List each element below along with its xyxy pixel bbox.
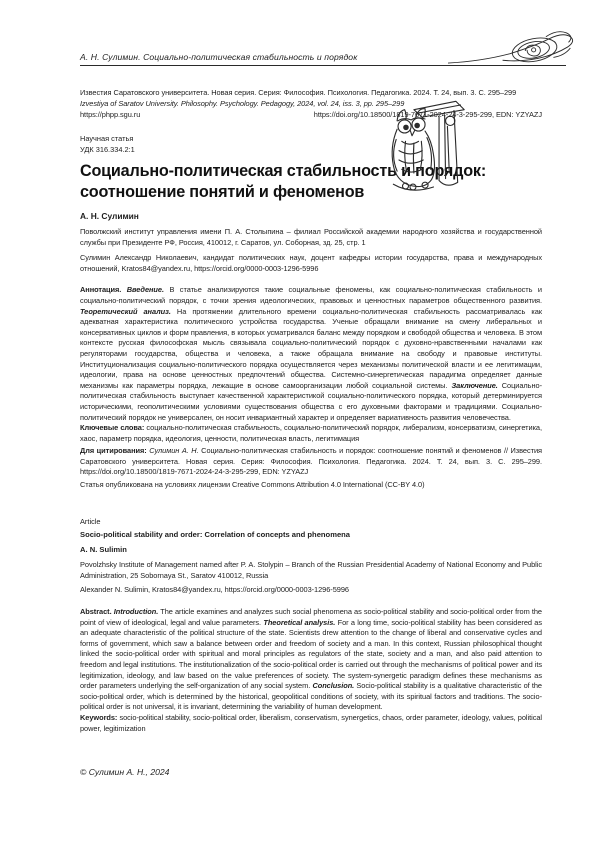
journal-imprint xyxy=(80,87,542,120)
abstract-intro-label-ru: Введение. xyxy=(126,285,164,295)
abstract-intro-label-en: Introduction. xyxy=(113,607,159,617)
running-head-text: А. Н. Сулимин. Социально-политическая стабильность и порядок xyxy=(80,52,358,62)
author-details-en: Alexander N. Sulimin, Kratos84@yandex.ru, https://orcid.org/0000-0003-1296-5996 xyxy=(80,585,349,595)
keywords-en xyxy=(80,713,542,734)
copyright-line: © Сулимин А. Н., 2024 xyxy=(80,767,170,777)
citation-label-ru: Для цитирования: xyxy=(80,446,147,456)
udc-code: УДК 316.334.2:1 xyxy=(80,145,135,154)
author-name-en: A. N. Sulimin xyxy=(80,545,127,555)
affiliation-ru: Поволжский институт управления имени П. А. Столыпина – филиал Российской академии народного хозяйства и государственной службы при Президенте РФ, Россия, 410012, г. Саратов, ул. Соборная, зд. 25, стр. 1 xyxy=(80,227,542,247)
keywords-ru xyxy=(80,423,542,444)
abstract-intro-text-en: The article examines and analyzes such social phenomena as socio-political stability and socio-political order from the point of view of ideological, legal and value parameters. xyxy=(80,607,542,627)
author-name-ru: А. Н. Сулимин xyxy=(80,211,139,221)
keywords-text-ru: социально-политическая стабильность, социально-политический порядок, либерализм, консерватизм, синергетика, хаос, параметр порядка, идеология, ценности, политическая власть, легитимация xyxy=(80,423,542,443)
article-type-en: Article xyxy=(80,516,101,526)
running-head xyxy=(80,40,566,66)
abstract-conclusion-text-ru: Социально-политическая стабильность выступает качественной характеристикой социально-политического порядка, который детерминируется историческими, геополитическими условиями существования общества с его духовными факторами и традициями. Социально-политический порядок не универсален, он носит инвариантный характер и определяет вариативность развития человечества. xyxy=(80,380,542,422)
article-meta xyxy=(80,133,542,155)
abstract-ru xyxy=(80,285,542,423)
citation-text-ru: Социально-политическая стабильность и порядок: соотношение понятий и феноменов // Известия Саратовского университета. Новая серия. Серия: Философия. Психология. Педагогика. 2024. Т. 24, вып. 3. С. 295–299. https://doi.org/10.18500/1819-7671-2024-24-3-295-299, EDN: YZYAZJ xyxy=(80,446,542,477)
article-title-en: Socio-political stability and order: Correlation of concepts and phenomena xyxy=(80,530,351,540)
abstract-theory-text-en: For a long time, socio-political stability has been considered as an adequate characteristic of the political structure of the state. Scientists drew attention to the change of liberal and conservative cycles and forms of government, which saw a balance between order and freedom of society and a man. In this context, Russian philosophical thought linked the socio-political order with spiritual and moral principles as regulators of the state, society and a man, and also paid attention to freedom and legal institutions. The institutionalization of the socio-political order is carried out through the mechanisms of political power and its legitimization, ideology, and law based on the value preferences of society. The system-synergetic paradigm defines these mechanisms as order parameters underlying the self-organization of any social system. xyxy=(80,617,542,691)
abstract-conclusion-text-en: Socio-political stability is a qualitative characteristic of the socio-political order, which is determined by the historical, geopolitical conditions of society, with its spiritual factors and traditions. The socio-political order is not universal, it is invariant, determining the variability of human development. xyxy=(80,681,542,712)
keywords-text-en: socio-political stability, socio-political order, liberalism, conservatism, synergetics, chaos, order parameter, ideology, values, political power, legitimization xyxy=(80,712,542,733)
keywords-label-en: Keywords: xyxy=(80,712,118,722)
license-statement: Статья опубликована на условиях лицензии Creative Commons Attribution 4.0 International (CC-BY 4.0) xyxy=(80,480,425,490)
author-details-ru: Сулимин Александр Николаевич, кандидат политических наук, доцент кафедры истории государства, права и международных отношений, Kratos84@yandex.ru, https://orcid.org/0000-0003-1296-5996 xyxy=(80,253,542,273)
flourish-ornament-icon xyxy=(448,29,576,72)
article-title-ru: Социально-политическая стабильность и порядок: соотношение понятий и феноменов xyxy=(80,162,487,201)
journal-line-en: Izvestiya of Saratov University. Philosophy. Psychology. Pedagogy, 2024, vol. 24, iss. 3, pp. 295–299 xyxy=(80,99,405,108)
abstract-conclusion-label-ru: Заключение. xyxy=(451,380,498,390)
keywords-label-ru: Ключевые слова: xyxy=(80,423,145,433)
doi-link[interactable]: https://doi.org/10.18500/1819-7671-2024-24-3-295-299, EDN: YZYAZJ xyxy=(313,110,542,119)
abstract-theory-text-ru: На протяжении длительного времени социально-политическая стабильность рассматривалась как адекватная характеристика политического устройства государства. Ученые обращали внимание на смену либеральных и консервативных циклов и форм правления, в которых усматривался баланс между порядком и свободой общества и человека. В этом контексте русская философская мысль связывала социально-политический порядок с духовно-нравственными началами как регуляторами государства, общества и человека, а также обращала внимание на свободу и правовые институты. Институционализация социально-политического порядка осуществляется через механизмы политической власти и ее легитимации, идеологии, права на основе ценностных предпочтений общества. Системно-синергетическая парадигма определяет данные механизмы как параметры порядка, лежащие в основе самоорганизации любой социальной системы. xyxy=(80,306,542,390)
abstract-theory-label-en: Theoretical analysis. xyxy=(263,617,336,627)
abstract-label-en: Abstract. xyxy=(80,607,112,617)
citation-ru xyxy=(80,446,542,478)
affiliation-en: Povolzhsky Institute of Management named after P. A. Stolypin – Branch of the Russian Presidential Academy of National Economy and Public Administration, 25 Sobornaya St., Saratov 410012, Russia xyxy=(80,560,542,580)
citation-author-ru: Сулимин А. Н. xyxy=(149,446,199,456)
abstract-intro-text-ru: В статье анализируются такие социальные феномены, как социально-политическая стабильность и социально-политический порядок, с точки зрения идеологических, правовых и ценностных параметров общественного развития. xyxy=(80,285,542,305)
abstract-label-ru: Аннотация. xyxy=(80,285,122,295)
article-type-ru: Научная статья xyxy=(80,134,134,143)
journal-site-link[interactable]: https://phpp.sgu.ru xyxy=(80,110,141,119)
abstract-en xyxy=(80,607,542,713)
abstract-theory-label-ru: Теоретический анализ. xyxy=(80,306,171,316)
abstract-conclusion-label-en: Conclusion. xyxy=(312,681,355,691)
owl-emblem-icon xyxy=(385,98,467,199)
journal-line-ru: Известия Саратовского университета. Новая серия. Серия: Философия. Психология. Педагогика. 2024. Т. 24, вып. 3. С. 295–299 xyxy=(80,88,517,97)
